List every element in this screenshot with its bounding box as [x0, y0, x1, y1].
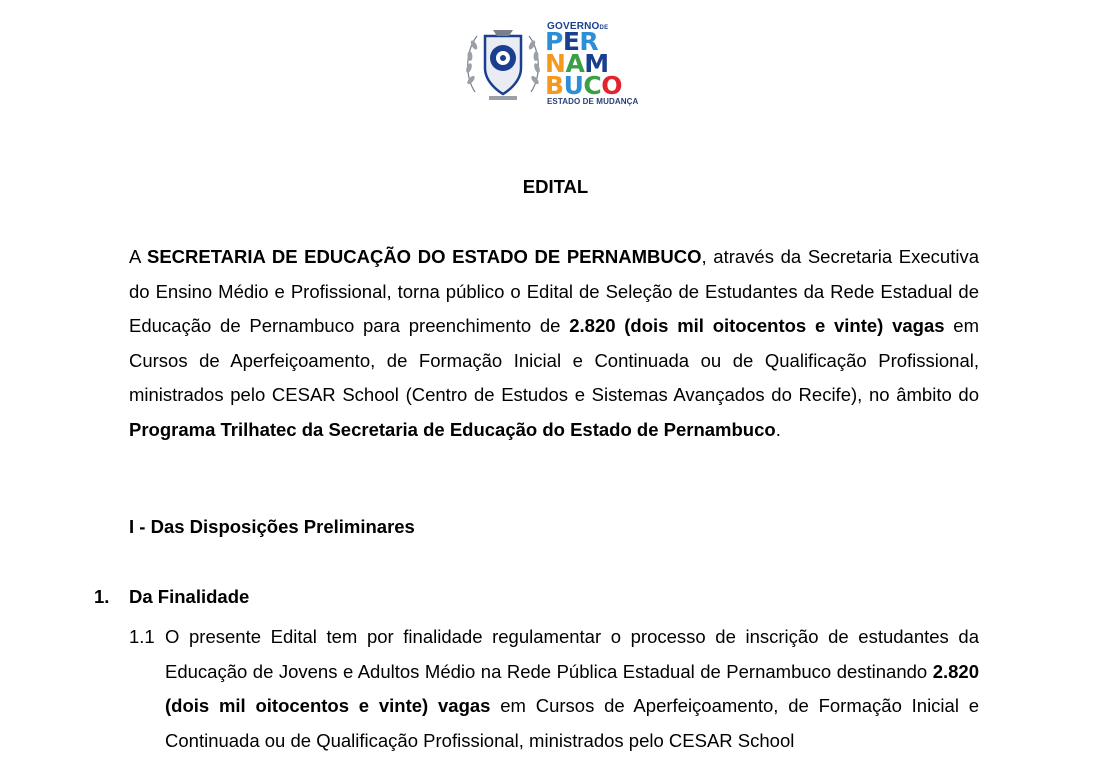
section-1-heading: [94, 586, 249, 608]
pernambuco-wordmark: [547, 21, 667, 107]
section-heading: I - Das Disposições Preliminares: [129, 516, 415, 537]
logo-governo-text: GOVERNODE: [547, 21, 609, 32]
document-title: EDITAL: [522, 176, 589, 197]
item-1-1: [129, 620, 979, 758]
section-1-number: 1.: [94, 586, 110, 607]
intro-bold-vagas: 2.820 (dois mil oitocentos e vinte) vagas: [569, 315, 945, 336]
item-1-1-text: O presente Edital tem por finalidade regulamentar o processo de inscrição de estudantes da Educação de Jovens e Adultos Médio na Rede Pública Estadual de Pernambuco destinando 2.820 (dois mil oitocentos e vinte) vagas em Cursos de Aperfeiçoamento, de Formação Inicial e Continuada ou de Qualificação Profissional, ministrados pelo CESAR School: [165, 626, 980, 751]
intro-bold-programa: Programa Trilhatec da Secretaria de Educação do Estado de Pernambuco: [129, 418, 776, 440]
section-1-title: Da Finalidade: [129, 586, 250, 607]
item-1-1-number: 1.1: [129, 626, 155, 647]
intro-bold-secretaria: SECRETARIA DE EDUCAÇÃO DO ESTADO DE PERNAMBUCO: [146, 246, 702, 267]
logo-line-per: PER: [545, 27, 599, 56]
logo-line-nam: NAM: [545, 49, 609, 78]
state-seal-icon: [463, 22, 543, 104]
intro-paragraph: A SECRETARIA DE EDUCAÇÃO DO ESTADO DE PERNAMBUCO, através da Secretaria Executiva do Ensino Médio e Profissional, torna público o Edital de Seleção de Estudantes da Rede Estadual de Educação de Pernambuco para preenchimento de 2.820 (dois mil oitocentos e vinte) vagas em Cursos de Aperfeiçoamento, de Formação Inicial e Continuada ou de Qualificação Profissional, ministrados pelo CESAR School (Centro de Estudos e Sistemas Avançados do Recife), no âmbito do Programa Trilhatec da Secretaria de Educação do Estado de Pernambuco.: [129, 246, 980, 440]
logo-tagline: ESTADO DE MUDANÇA: [547, 97, 639, 106]
logo-line-buco: BUCO: [545, 71, 622, 100]
item-1-1-bold-vagas: 2.820 (dois mil oitocentos e vinte) vagas: [165, 660, 979, 716]
pernambuco-logo: [463, 18, 663, 108]
